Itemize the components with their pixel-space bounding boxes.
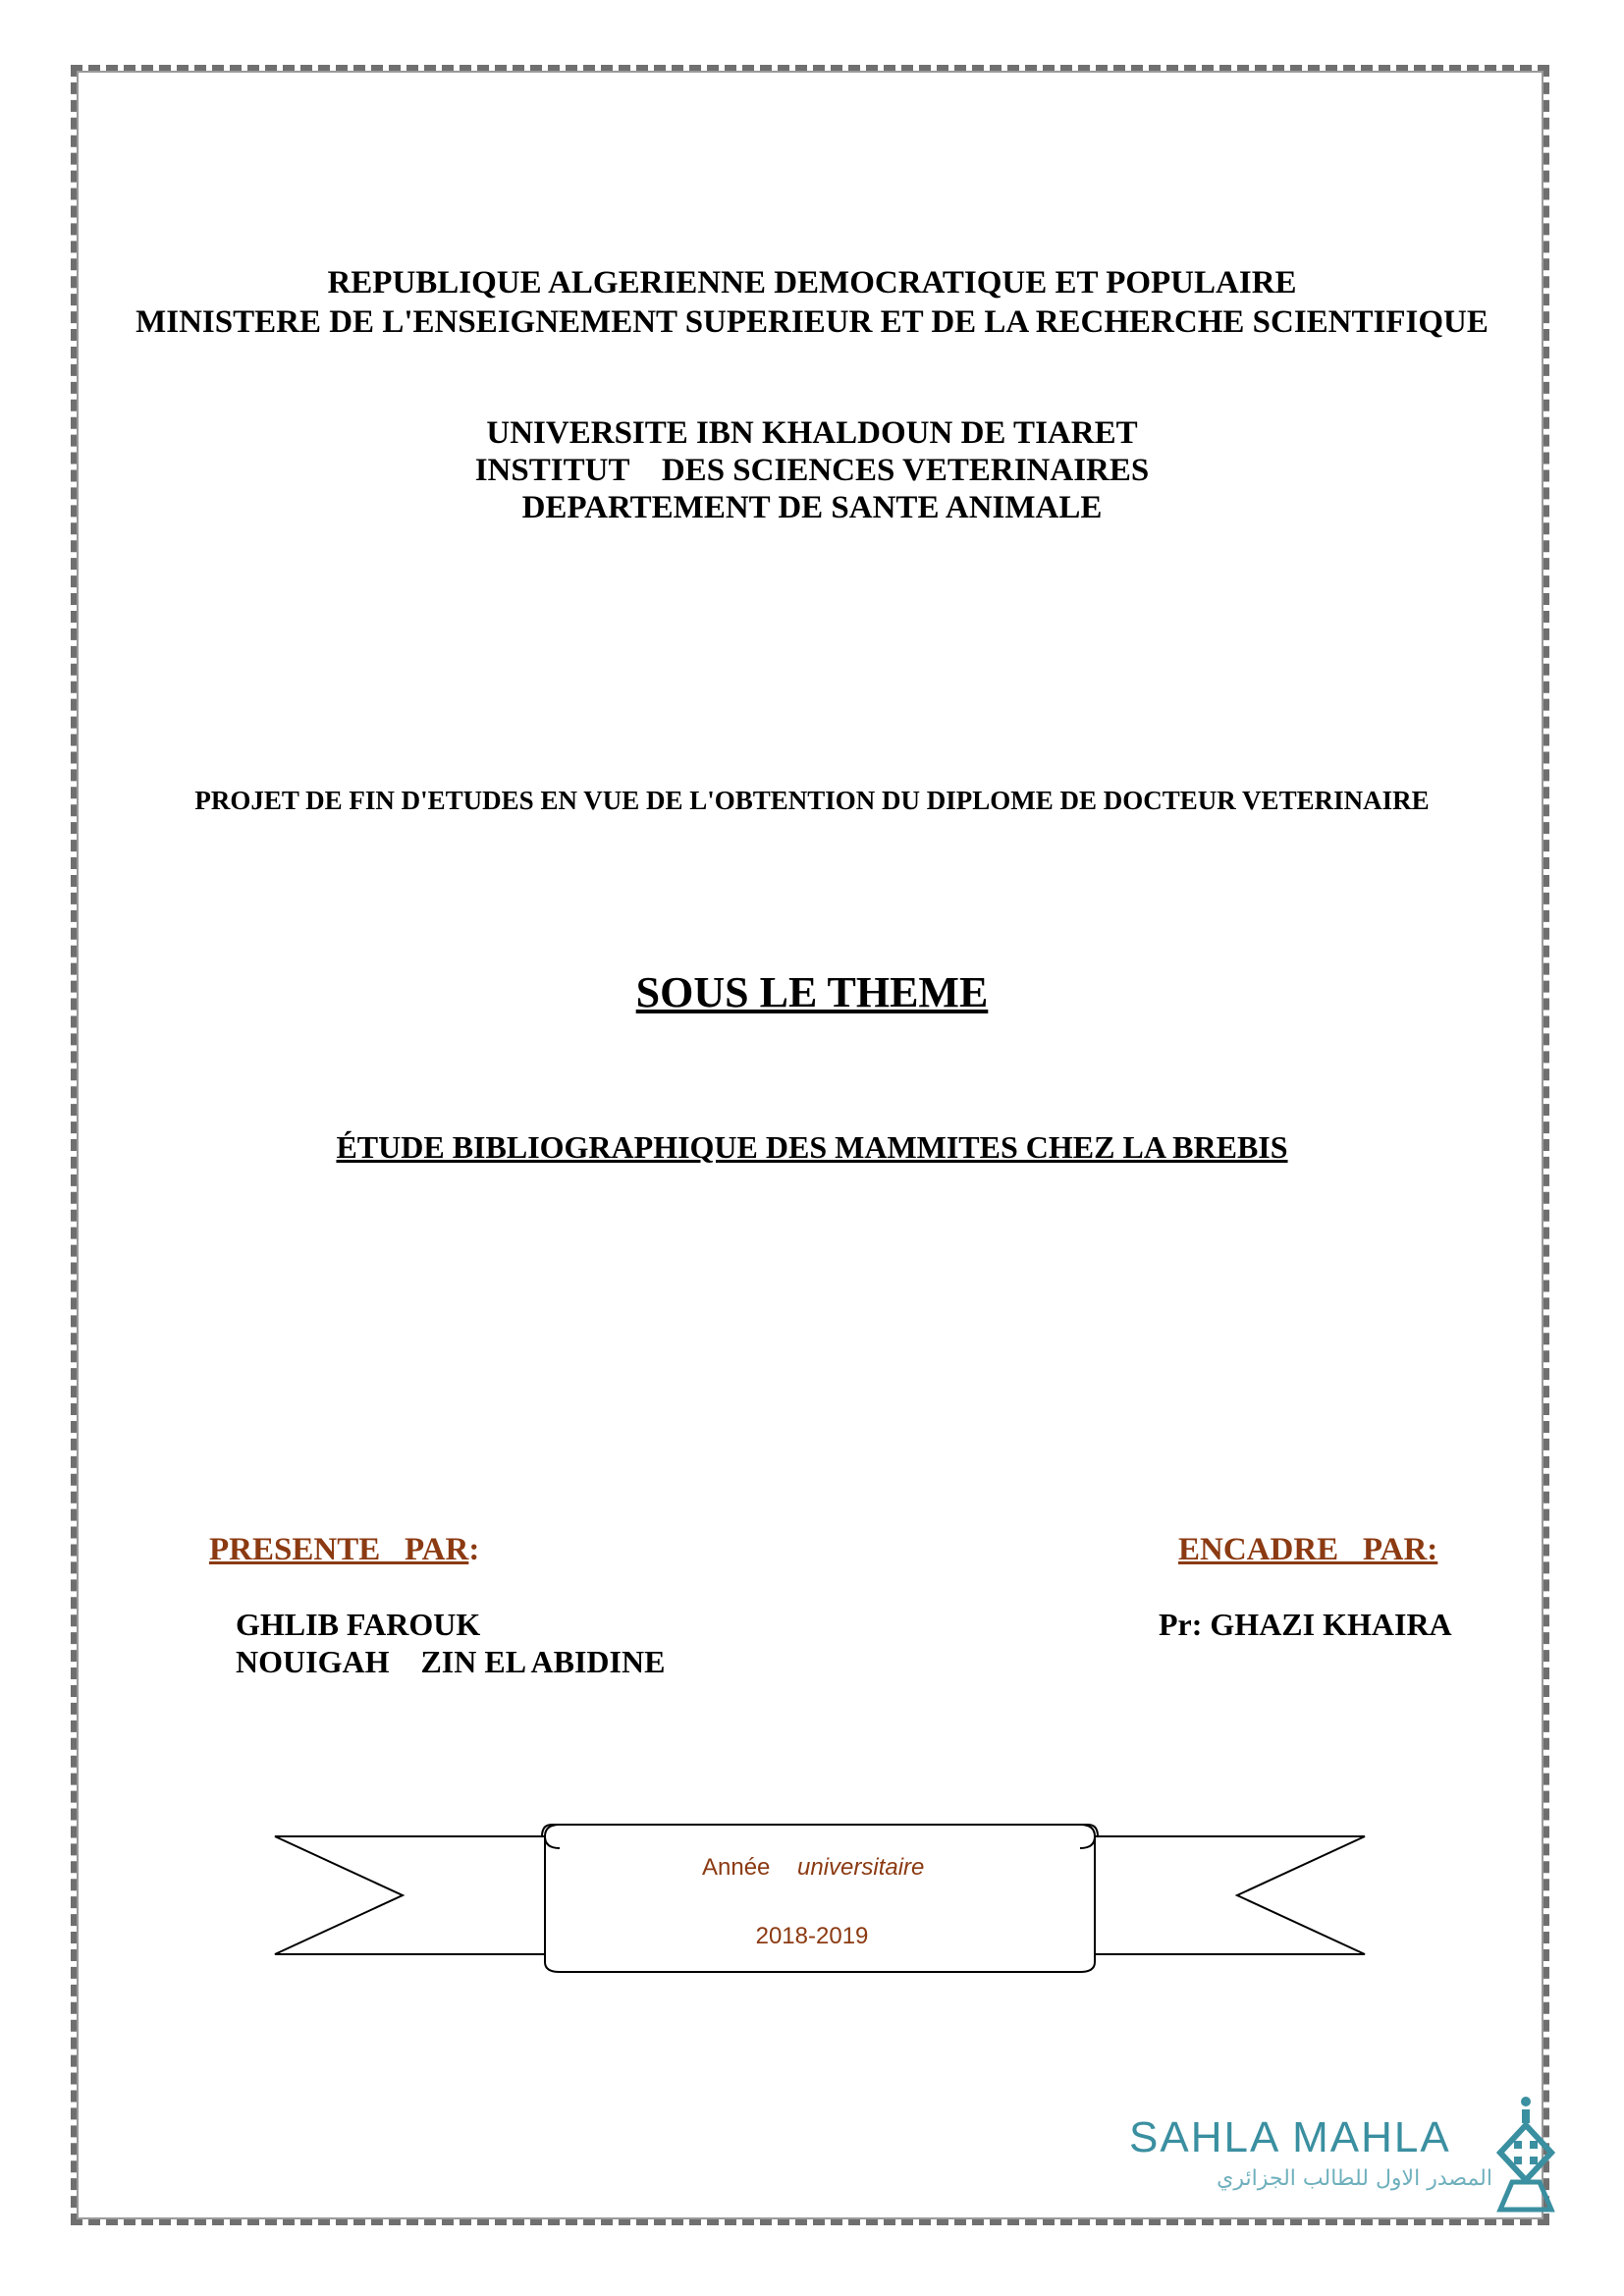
- university-name: UNIVERSITE IBN KHALDOUN DE TIARET: [486, 415, 1138, 451]
- department-name: DEPARTEMENT DE SANTE ANIMALE: [521, 490, 1103, 525]
- student-name: NOUIGAH ZIN EL ABIDINE: [236, 1644, 666, 1679]
- thesis-subject: ÉTUDE BIBLIOGRAPHIQUE DES MAMMITES CHEZ LA BREBIS: [336, 1129, 1288, 1165]
- watermark-logo-icon: [1492, 2092, 1561, 2219]
- supervised-by-text: ENCADRE PAR:: [1178, 1532, 1438, 1567]
- republic-heading: REPUBLIQUE ALGERIENNE DEMOCRATIQUE ET POPULAIRE: [327, 265, 1297, 301]
- watermark-brand: SAHLA MAHLA: [1129, 2113, 1451, 2161]
- presented-by-colon: :: [468, 1532, 480, 1567]
- year-ribbon-icon: [265, 1817, 1375, 1974]
- academic-year-label-2: universitaire: [797, 1854, 925, 1881]
- presented-by-text: PRESENTE PAR: [209, 1532, 469, 1567]
- supervisor-name: Pr: GHAZI KHAIRA: [1159, 1607, 1452, 1642]
- presented-by-label: [209, 1532, 479, 1568]
- academic-year-value: 2018-2019: [755, 1923, 869, 1949]
- institute-name: INSTITUT DES SCIENCES VETERINAIRES: [474, 453, 1150, 488]
- project-description: PROJET DE FIN D'ETUDES EN VUE DE L'OBTENTION DU DIPLOME DE DOCTEUR VETERINAIRE: [194, 786, 1430, 815]
- ministry-heading: MINISTERE DE L'ENSEIGNEMENT SUPERIEUR ET DE LA RECHERCHE SCIENTIFIQUE: [135, 304, 1489, 340]
- academic-year-label: Année: [702, 1854, 771, 1881]
- student-name: GHLIB FAROUK: [236, 1607, 481, 1642]
- theme-label: SOUS LE THEME: [635, 968, 989, 1016]
- watermark-tagline: المصدر الاول للطالب الجزائري: [1217, 2166, 1492, 2191]
- supervised-by-label: [1178, 1532, 1437, 1568]
